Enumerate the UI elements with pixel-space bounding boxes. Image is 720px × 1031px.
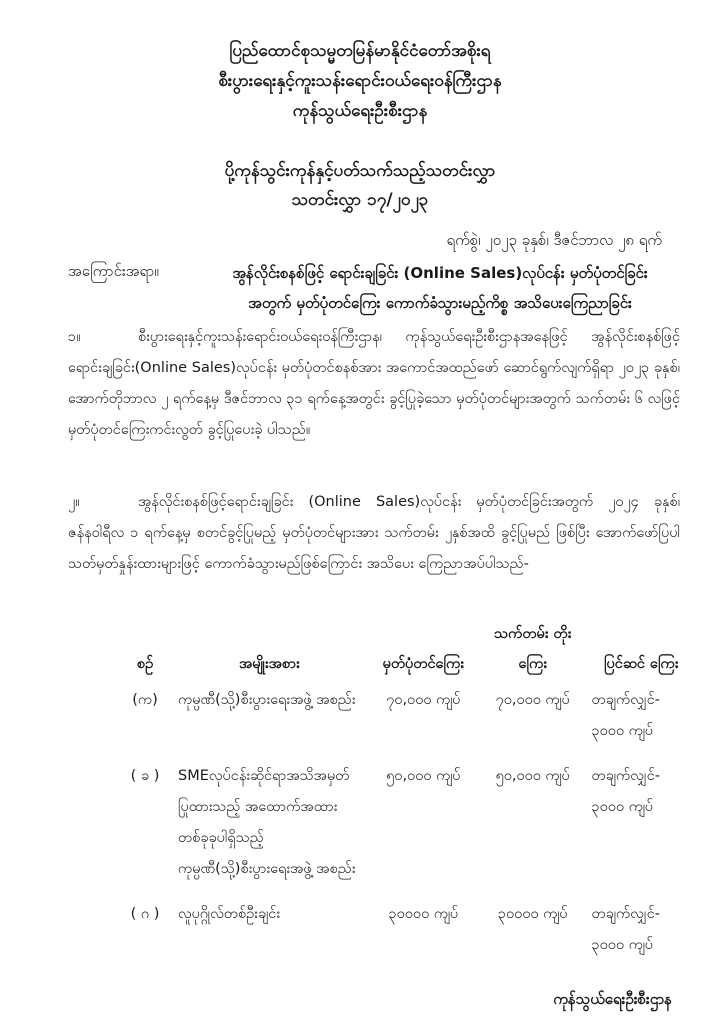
row-amendment-fee: တချက်လျှင်- ၃၀၀၀ ကျပ် bbox=[591, 692, 660, 739]
subject-line-1: အွန်လိုင်းစနစ်ဖြင့် ရောင်းချခြင်း (Online Sales)လုပ်ငန်း မှတ်ပုံတင်ခြင်း bbox=[232, 264, 648, 282]
row-amendment-fee: တချက်လျှင်- ၃၀၀၀ ကျပ် bbox=[591, 768, 660, 815]
header-type: အမျိုးအစား bbox=[238, 656, 300, 672]
row-renewal-fee: ၃၀၀၀၀ ကျပ် bbox=[497, 906, 568, 922]
paragraph-text: စီးပွားရေးနှင့်ကူးသန်းရောင်းဝယ်ရေးဝန်ကြီးဌာန၊ ကုန်သွယ်ရေးဦးစီးဌာနအနေဖြင့် အွန်လိုင်းစနစ်ဖြင့် ရောင်းချခြင်း(Online Sales)လုပ်ငန်း မှတ်ပုံတင်စနစ်အား အကောင်အထည်ဖော် ဆောင်ရွက်လျက်ရှိရာ ၂၀၂၃ ခုနှစ်၊ အောက်တိုဘာလ ၂ ရက်နေ့မှ ဒီဇင်ဘာလ ၃၁ ရက်နေ့အတွင်း ခွင့်ပြုခဲ့သော မှတ်ပုံတင်များအတွက် သက်တမ်း ၆ လဖြင့် မှတ်ပုံတင်ကြေးကင်းလွတ် ခွင့်ပြုပေးခဲ့ ပါသည်။ bbox=[68, 329, 680, 438]
row-serial-no: ( ခ ) bbox=[130, 768, 160, 784]
fee-table bbox=[120, 617, 695, 975]
table-row bbox=[120, 899, 695, 975]
paragraph-number: ၂။ bbox=[68, 494, 80, 510]
header-registration-fee: မှတ်ပုံတင်ကြေး bbox=[382, 656, 464, 672]
row-type: လူပုဂ္ဂိုလ်တစ်ဦးချင်း bbox=[178, 906, 281, 922]
ministry-header-line-2: စီးပွားရေးနှင့်ကူးသန်းရောင်းဝယ်ရေးဝန်ကြီးဌာန bbox=[218, 71, 502, 91]
paragraph-number: ၁။ bbox=[68, 329, 81, 345]
row-registration-fee: ၃၀၀၀၀ ကျပ် bbox=[388, 906, 459, 922]
department-header: ကုန်သွယ်ရေးဦးစီးဌာန bbox=[292, 101, 428, 121]
row-registration-fee: ၇၀,၀၀၀ ကျပ် bbox=[386, 692, 461, 708]
row-type: SMEလုပ်ငန်းဆိုင်ရာအသိအမှတ် ပြုထားသည့် အထောက်အထား တစ်ခုခုပါရှိသည့် ကုမ္ပဏီ(သို့)စီးပွားရေးအဖွဲ့ အစည်း bbox=[178, 768, 356, 877]
notice-title: ပို့ကုန်သွင်းကုန်နှင့်ပတ်သက်သည့်သတင်းလွှာ bbox=[224, 161, 496, 181]
subject-label: အကြောင်းအရာ။ bbox=[68, 262, 159, 280]
row-serial-no: (က) bbox=[132, 692, 158, 708]
table-row bbox=[120, 761, 695, 899]
row-amendment-fee: တချက်လျှင်- ၃၀၀၀ ကျပ် bbox=[591, 906, 660, 953]
table-row bbox=[120, 685, 695, 761]
header-renewal-fee: သက်တမ်း တိုးကြေး bbox=[494, 626, 572, 672]
paragraph-text: အွန်လိုင်းစနစ်ဖြင့်ရောင်းချခြင်း (Online Sales)လုပ်ငန်း မှတ်ပုံတင်ခြင်းအတွက် ၂၀၂၄ ခုနှစ်၊ ဇန်နဝါရီလ ၁ ရက်နေ့မှ စတင်ခွင့်ပြုမည့် မှတ်ပုံတင်များအား သက်တမ်း ၂နှစ်အထိ ခွင့်ပြုမည် ဖြစ်ပြီး အောက်ဖော်ပြပါ သတ်မှတ်နှုန်းထားများဖြင့် ကောက်ခံသွားမည်ဖြစ်ကြောင်း အသိပေး ကြေညာအပ်ပါသည်- bbox=[68, 494, 680, 572]
document-date: ရက်စွဲ၊ ၂၀၂၃ ခုနှစ်၊ ဒီဇင်ဘာလ ၂၈ ရက် bbox=[446, 231, 662, 249]
subject-block bbox=[205, 258, 675, 318]
subject-line-2: အတွက် မှတ်ပုံတင်ကြေး ကောက်ခံသွားမည့်ကိစ္စ အသိပေးကြေညာခြင်း bbox=[248, 294, 632, 312]
signature-department: ကုန်သွယ်ရေးဦးစီးဌာန bbox=[553, 990, 672, 1008]
header-amendment-fee: ပြင်ဆင် ကြေး bbox=[604, 656, 679, 672]
header-serial-no: စဉ် bbox=[136, 656, 154, 672]
row-registration-fee: ၅၀,၀၀၀ ကျပ် bbox=[386, 768, 461, 784]
paragraph-1 bbox=[68, 322, 680, 446]
row-serial-no: ( ဂ ) bbox=[130, 906, 160, 922]
row-renewal-fee: ၇၀,၀၀၀ ကျပ် bbox=[495, 692, 570, 708]
paragraph-2 bbox=[68, 487, 680, 580]
row-renewal-fee: ၅၀,၀၀၀ ကျပ် bbox=[495, 768, 570, 784]
notice-number: သတင်းလွှာ ၁၇/၂၀၂၃ bbox=[291, 190, 429, 210]
fee-table-header-row bbox=[120, 617, 695, 685]
ministry-header-line-1: ပြည်ထောင်စုသမ္မတမြန်မာနိုင်ငံတော်အစိုးရ bbox=[229, 41, 491, 61]
row-type: ကုမ္ပဏီ(သို့)စီးပွားရေးအဖွဲ့ အစည်း bbox=[178, 692, 356, 708]
